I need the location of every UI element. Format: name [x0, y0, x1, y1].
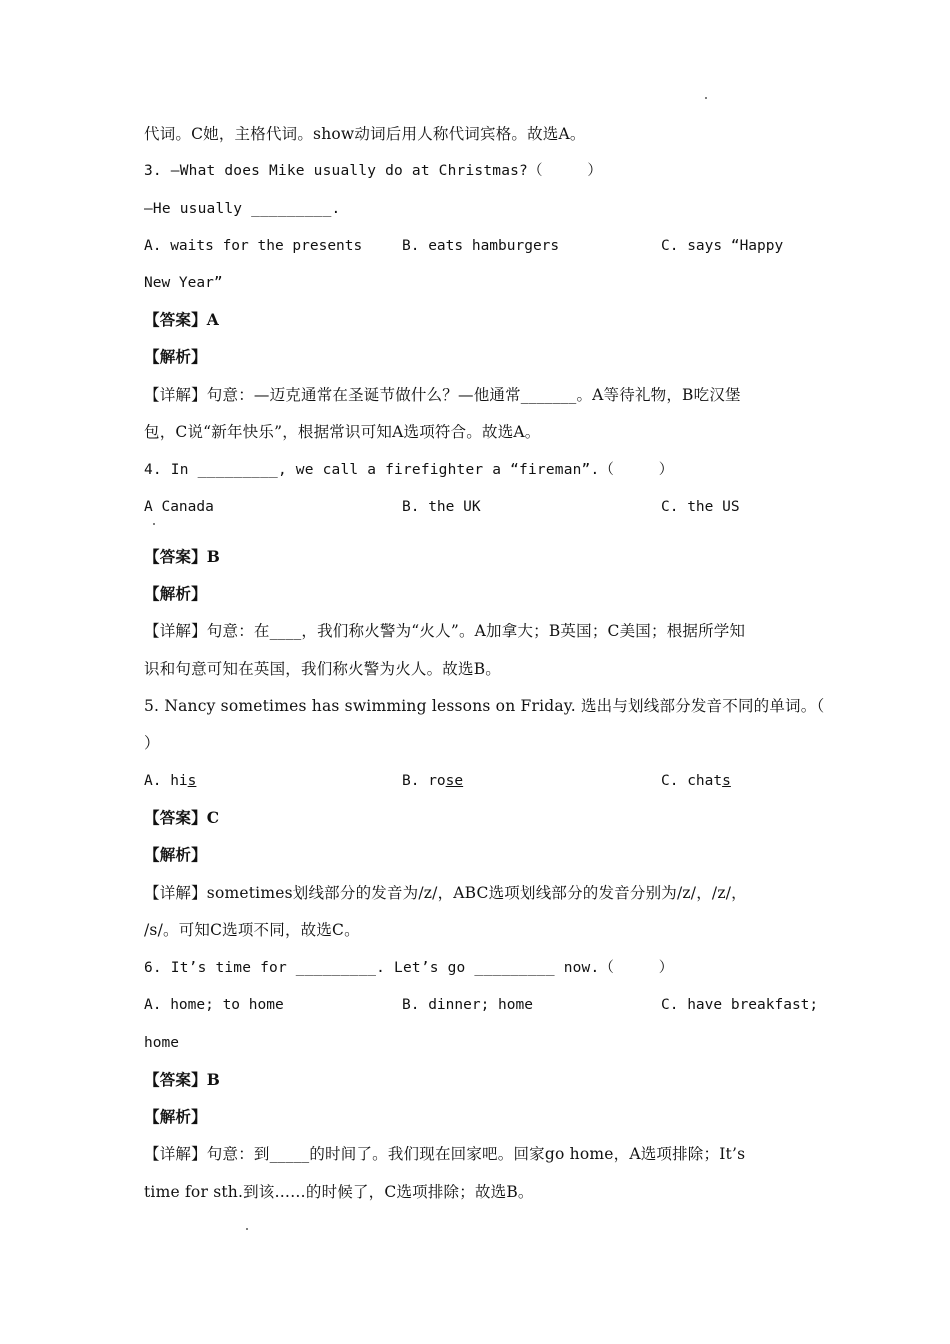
q3-analysis: 【解析】 [144, 347, 207, 366]
q4-analysis: 【解析】 [144, 584, 207, 603]
q3-option-a: A. waits for the presents [144, 238, 363, 254]
q6-answer: 【答案】B [144, 1070, 221, 1089]
q5-detail-2: /s/。可知C选项不同，故选C。 [144, 921, 360, 939]
q5-analysis: 【解析】 [144, 845, 207, 864]
q6-option-b: B. dinner; home [402, 997, 533, 1013]
q5-option-b [402, 770, 463, 792]
q5-option-a-text: A. hi [144, 773, 188, 789]
q5-option-b-underlined: se [445, 773, 464, 789]
q4-stem: 4. In _________, we call a firefighter a “fireman”.（ ） [144, 462, 674, 478]
q5-option-b-text: B. ro [402, 773, 446, 789]
decorative-dot [153, 523, 155, 525]
q3-stem: 3. —What does Mike usually do at Christmas?（ ） [144, 163, 603, 179]
q5-option-c-underlined: s [722, 773, 731, 789]
q5-stem-cont: ） [144, 734, 160, 752]
q3-detail-2: 包，C说“新年快乐”，根据常识可知A选项符合。故选A。 [144, 423, 541, 441]
q4-option-a: A Canada [144, 499, 214, 515]
q3-option-c: C. says “Happy [661, 238, 784, 254]
q4-detail-2: 识和句意可知在英国，我们称火警为火人。故选B。 [144, 660, 501, 678]
q4-answer: 【答案】B [144, 547, 221, 566]
q6-option-a: A. home; to home [144, 997, 284, 1013]
q3-detail-1: 【详解】句意：—迈克通常在圣诞节做什么？—他通常_______。A等待礼物，B吃汉堡 [144, 386, 741, 404]
q5-answer: 【答案】C [144, 808, 220, 827]
q5-detail-1: 【详解】sometimes划线部分的发音为/z/，ABC选项划线部分的发音分别为/z/，/z/， [144, 884, 747, 902]
q4-option-c: C. the US [661, 499, 740, 515]
q4-detail-1: 【详解】句意：在____，我们称火警为“火人”。A加拿大；B英国；C美国；根据所学知 [144, 622, 746, 640]
q6-stem: 6. It’s time for _________. Let’s go _________ now.（ ） [144, 960, 674, 976]
q5-option-a-underlined: s [187, 773, 197, 789]
q6-analysis: 【解析】 [144, 1107, 207, 1126]
q5-stem: 5. Nancy sometimes has swimming lessons on Friday. 选出与划线部分发音不同的单词。（ [144, 697, 825, 715]
q6-option-c: C. have breakfast; [661, 997, 819, 1013]
q6-option-c-cont: home [144, 1035, 179, 1051]
q3-line2: —He usually _________. [144, 201, 341, 217]
q5-option-c-text: C. chat [661, 773, 723, 789]
q4-option-b: B. the UK [402, 499, 481, 515]
q5-option-a [144, 770, 196, 792]
q5-option-c [661, 770, 731, 792]
decorative-dot [246, 1228, 248, 1230]
q6-detail-2: time for sth.到该……的时候了，C选项排除；故选B。 [144, 1183, 534, 1201]
decorative-dot [705, 97, 707, 99]
q2-tail-text: 代词。C她，主格代词。show动词后用人称代词宾格。故选A。 [144, 125, 586, 143]
q6-detail-1: 【详解】句意：到_____的时间了。我们现在回家吧。回家go home，A选项排除；It’s [144, 1145, 746, 1163]
q3-option-c-cont: New Year” [144, 275, 223, 291]
q3-answer: 【答案】A [144, 310, 220, 329]
q3-option-b: B. eats hamburgers [402, 238, 560, 254]
